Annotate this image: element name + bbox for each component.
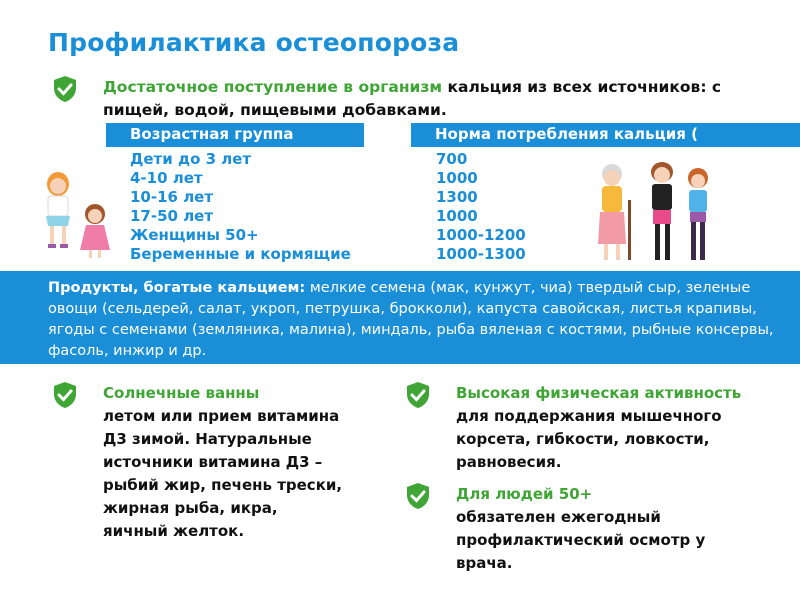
family-illustration bbox=[590, 160, 730, 270]
table-row-norm: 1300 bbox=[436, 188, 478, 206]
table-row-norm: 1000-1200 bbox=[436, 226, 526, 244]
products-list: мелкие семена (мак, кунжут, чиа) твердый сыр, зеленые овощи (сельдерей, салат, укроп, петрушка, брокколи), капуста савойская, листья крапивы, ягоды с семенами (земляника, малина), миндаль, рыба вяленая с костями, рыбные консервы, фасоль, инжир и др. bbox=[48, 280, 774, 359]
table-row-group: Беременные и кормящие bbox=[130, 245, 351, 263]
table-row-group: 17-50 лет bbox=[130, 207, 214, 225]
activity-text: для поддержания мышечного корсета, гибкости, ловкости, равновесия. bbox=[456, 407, 722, 471]
products-band bbox=[0, 271, 800, 364]
table-row-group: 4-10 лет bbox=[130, 169, 203, 187]
table-row-norm: 1000 bbox=[436, 207, 478, 225]
header-norm-label: Норма потребления кальция ( bbox=[435, 125, 698, 143]
table-row-group: 10-16 лет bbox=[130, 188, 214, 206]
activity-block bbox=[456, 382, 766, 474]
checkup-block bbox=[456, 483, 736, 575]
norms-column bbox=[436, 150, 526, 264]
activity-highlight: Высокая физическая активность bbox=[456, 384, 742, 402]
shield-check-icon bbox=[52, 75, 78, 103]
intro-text bbox=[103, 76, 783, 122]
intro-highlight: Достаточное поступление в организм bbox=[103, 78, 443, 96]
age-groups-column bbox=[130, 150, 351, 264]
table-row-norm: 1000 bbox=[436, 169, 478, 187]
products-text bbox=[48, 278, 778, 362]
products-label: Продукты, богатые кальцием: bbox=[48, 280, 306, 296]
sun-highlight: Солнечные ванны bbox=[103, 384, 260, 402]
children-illustration bbox=[38, 170, 118, 262]
sun-block bbox=[103, 382, 343, 543]
table-header-norm bbox=[411, 123, 800, 147]
page-title: Профилактика остеопороза bbox=[48, 28, 460, 57]
table-row-group: Дети до 3 лет bbox=[130, 150, 252, 168]
shield-check-icon bbox=[52, 381, 78, 409]
table-row-group: Женщины 50+ bbox=[130, 226, 259, 244]
intro-rest: кальция из всех источников: с пищей, водой, пищевыми добавками. bbox=[103, 78, 722, 119]
sun-text: летом или прием витамина Д3 зимой. Натуральные источники витамина Д3 – рыбий жир, печень трески, жирная рыба, икра, яичный желток. bbox=[103, 407, 343, 540]
header-age-label: Возрастная группа bbox=[130, 125, 294, 143]
table-row-norm: 1000-1300 bbox=[436, 245, 526, 263]
checkup-text: обязателен ежегодный профилактический осмотр у врача. bbox=[456, 508, 706, 572]
checkup-highlight: Для людей 50+ bbox=[456, 485, 593, 503]
table-row-norm: 700 bbox=[436, 150, 468, 168]
shield-check-icon bbox=[405, 381, 431, 409]
shield-check-icon bbox=[405, 482, 431, 510]
table-header-age bbox=[106, 123, 364, 147]
